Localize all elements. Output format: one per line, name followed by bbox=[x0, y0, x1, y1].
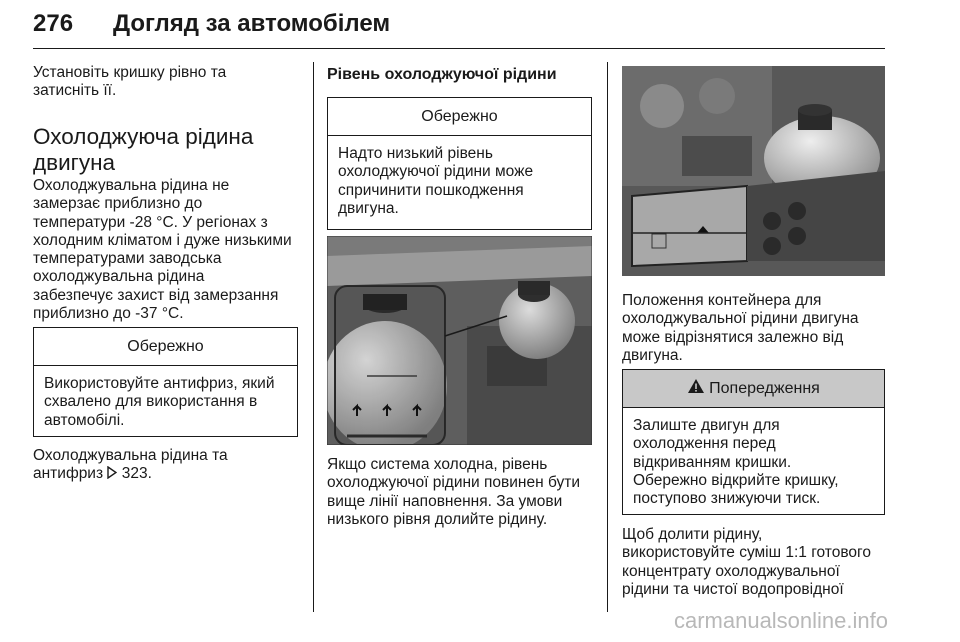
header-rule bbox=[33, 48, 885, 49]
col3-para2: Щоб долити рідину, використовуйте суміш 1:1 готового концентрату охолоджувальної рідини та чистої водопровідної bbox=[622, 526, 871, 598]
col2-para: Якщо система холодна, рівень охолоджуючої рідини повинен бути вище лінії наповнення. За умови низького рівня долийте рідину. bbox=[327, 456, 581, 528]
col1-para1: Охолоджувальна рідина не замерзає приблизно до температури -28 °C. У регіонах з холодним кліматом і дуже низькими температурами заводська охолоджувальна рідина забезпечує захист від замерзання приблизно до -37 °C. bbox=[33, 177, 292, 323]
column-divider-2 bbox=[607, 62, 608, 612]
coolant-reservoir-photo bbox=[327, 236, 592, 445]
warning-box-hot-cap bbox=[622, 369, 885, 515]
engine-bay-photo bbox=[622, 66, 885, 276]
caution-body: Використовуйте антифриз, який схвалено для використання в автомобілі. bbox=[44, 375, 275, 429]
page-number: 276 bbox=[33, 10, 74, 37]
watermark: carmanualsonline.info bbox=[673, 608, 888, 633]
warning-triangle-icon bbox=[687, 378, 705, 399]
column-divider-1 bbox=[313, 62, 314, 612]
page-reference-link[interactable]: 323. bbox=[121, 465, 152, 483]
page-title: Догляд за автомобілем bbox=[113, 10, 391, 37]
caution-box-low-level bbox=[327, 97, 592, 230]
col1-intro: Установіть кришку рівно та затисніть її. bbox=[33, 64, 227, 100]
caution-body: Надто низький рівень охолоджуючої рідини може спричинити пошкодження двигуна. bbox=[338, 145, 534, 217]
section-heading-coolant: Охолоджуюча рідина двигуна bbox=[33, 124, 254, 175]
section-heading-coolant-level: Рівень охолоджуючої рідини bbox=[327, 66, 557, 83]
caution-box-antifreeze bbox=[33, 327, 298, 437]
warning-body: Залиште двигун для охолодження перед відкриванням кришки. Обережно відкрийте кришку, поступово знижуючи тиск. bbox=[633, 417, 839, 508]
warning-title: Попередження bbox=[623, 370, 884, 408]
caution-title: Обережно bbox=[328, 98, 591, 136]
col3-para1: Положення контейнера для охолоджувальної рідини двигуна може відрізнятися залежно від двигуна. bbox=[622, 292, 859, 364]
col1-para2: Охолоджувальна рідина та антифриз 323. bbox=[33, 447, 303, 485]
caution-title: Обережно bbox=[34, 328, 297, 366]
triangle-right-icon bbox=[107, 466, 117, 484]
